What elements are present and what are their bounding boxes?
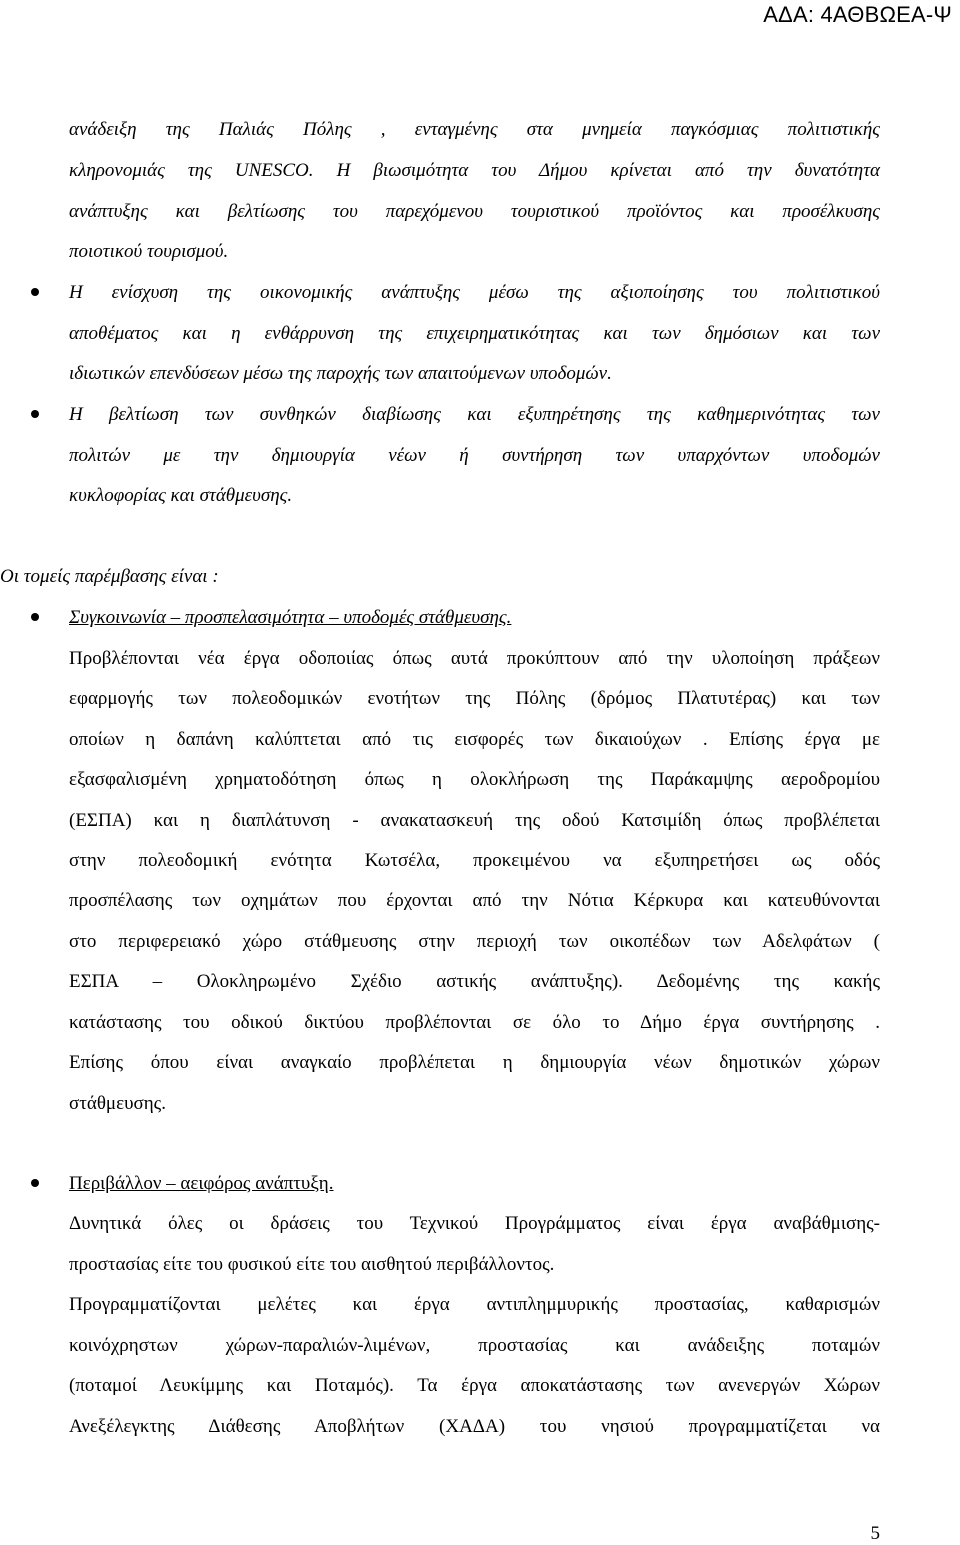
environment-line-6: Ανεξέλεγκτης Διάθεσης Αποβλήτων (ΧΑΔΑ) του νησιού προγραμματίζεται να <box>69 1416 880 1437</box>
intro-line-3: ανάπτυξης και βελτίωσης του παρεχόμενου τουριστικού προϊόντος και προσέλκυσης <box>69 201 880 222</box>
transport-heading: Συγκοινωνία – προσπελασιμότητα – υποδομές στάθμευσης. <box>69 607 512 628</box>
page-number: 5 <box>870 1523 880 1544</box>
transport-line-3: οποίων η δαπάνη καλύπτεται από τις εισφορές των δικαιούχων . Επίσης έργα με <box>69 729 880 750</box>
transport-line-2: εφαρμογής των πολεοδομικών ενοτήτων της Πόλης (δρόμος Πλατυτέρας) και των <box>69 688 880 709</box>
bullet-dot <box>31 410 39 418</box>
transport-line-11: Επίσης όπου είναι αναγκαίο προβλέπεται η δημιουργία νέων δημοτικών χώρων <box>69 1052 880 1073</box>
bullet-dot <box>31 1179 39 1187</box>
environment-line-1: Δυνητικά όλες οι δράσεις του Τεχνικού Προγράμματος είναι έργα αναβάθμισης- <box>69 1213 880 1234</box>
living-line-1: Η βελτίωση των συνθηκών διαβίωσης και εξυπηρέτησης της καθημερινότητας των <box>69 404 880 425</box>
transport-line-10: κατάστασης του οδικού δικτύου προβλέπονται σε όλο το Δήμο έργα συντήρησης . <box>69 1012 880 1033</box>
economy-line-2: αποθέματος και η ενθάρρυνση της επιχειρηματικότητας και των δημόσιων και των <box>69 323 880 344</box>
environment-line-4: κοινόχρηστων χώρων-παραλιών-λιμένων, προστασίας και ανάδειξης ποταμών <box>69 1335 880 1356</box>
living-line-3: κυκλοφορίας και στάθμευσης. <box>69 485 293 506</box>
sectors-intro: Οι τομείς παρέμβασης είναι : <box>0 566 219 587</box>
environment-line-3: Προγραμματίζονται μελέτες και έργα αντιπλημμυρικής προστασίας, καθαρισμών <box>69 1294 880 1315</box>
document-header-code: ΑΔΑ: 4ΑΘΒΩΕΑ-Ψ <box>763 2 952 27</box>
economy-line-3: ιδιωτικών επενδύσεων μέσω της παροχής των απαιτούμενων υποδομών. <box>69 363 612 384</box>
environment-heading: Περιβάλλον – αειφόρος ανάπτυξη. <box>69 1173 334 1194</box>
transport-line-8: στο περιφερειακό χώρο στάθμευσης στην περιοχή των οικοπέδων των Αδελφάτων ( <box>69 931 880 952</box>
transport-line-1: Προβλέπονται νέα έργα οδοποιίας όπως αυτά προκύπτουν από την υλοποίηση πράξεων <box>69 648 880 669</box>
transport-line-5: (ΕΣΠΑ) και η διαπλάτυνση - ανακατασκευή της οδού Κατσιμίδη όπως προβλέπεται <box>69 810 880 831</box>
environment-line-5: (ποταμοί Λευκίμμης και Ποταμός). Τα έργα αποκατάστασης των ανενεργών Χώρων <box>69 1375 880 1396</box>
environment-line-2: προστασίας είτε του φυσικού είτε του αισθητού περιβάλλοντος. <box>69 1254 555 1275</box>
transport-line-6: στην πολεοδομική ενότητα Κωτσέλα, προκειμένου να εξυπηρετήσει ως οδός <box>69 850 880 871</box>
living-line-2: πολιτών με την δημιουργία νέων ή συντήρηση των υπαρχόντων υποδομών <box>69 445 880 466</box>
transport-line-12: στάθμευσης. <box>69 1093 166 1114</box>
intro-line-1: ανάδειξη της Παλιάς Πόλης , ενταγμένης στα μνημεία παγκόσμιας πολιτιστικής <box>69 119 880 140</box>
transport-line-9: ΕΣΠΑ – Ολοκληρωμένο Σχέδιο αστικής ανάπτυξης). Δεδομένης της κακής <box>69 971 880 992</box>
intro-line-4: ποιοτικού τουρισμού. <box>69 241 229 262</box>
transport-line-4: εξασφαλισμένη χρηματοδότηση όπως η ολοκλήρωση της Παράκαμψης αεροδρομίου <box>69 769 880 790</box>
intro-line-2: κληρονομιάς της UNESCO. Η βιωσιμότητα του Δήμου κρίνεται από την δυνατότητα <box>69 160 880 181</box>
transport-line-7: προσπέλασης των οχημάτων που έρχονται από την Νότια Κέρκυρα και κατευθύνονται <box>69 890 880 911</box>
bullet-dot <box>31 613 39 621</box>
economy-line-1: Η ενίσχυση της οικονομικής ανάπτυξης μέσω της αξιοποίησης του πολιτιστικού <box>69 282 880 303</box>
bullet-dot <box>31 288 39 296</box>
